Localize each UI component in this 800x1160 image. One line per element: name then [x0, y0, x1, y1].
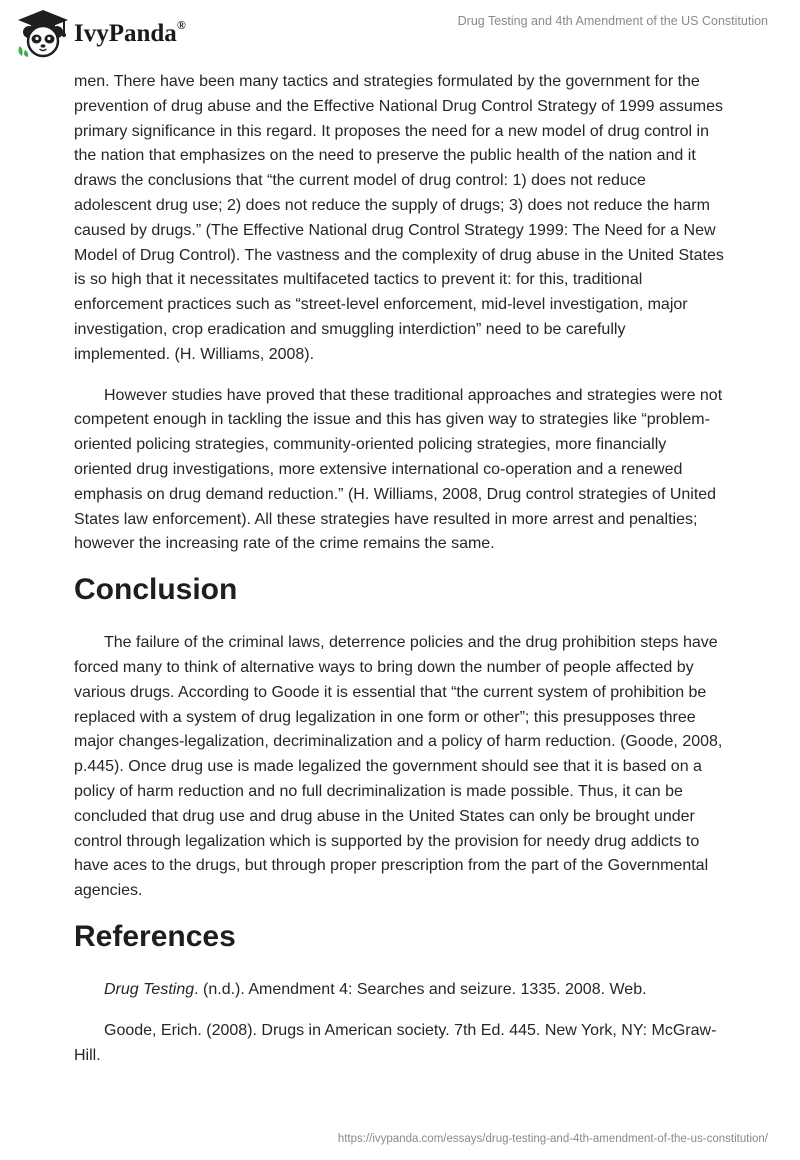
- ivypanda-logo[interactable]: [14, 8, 186, 58]
- essay-content: [74, 70, 724, 1084]
- registered-mark: ®: [176, 18, 186, 32]
- footer-url[interactable]: https://ivypanda.com/essays/drug-testing-and-4th-amendment-of-the-us-constitution/: [337, 1133, 768, 1145]
- conclusion-heading: Conclusion: [74, 573, 238, 607]
- panda-graduate-icon: [14, 8, 72, 58]
- paragraph-1: men. There have been many tactics and strategies formulated by the government for the prevention of drug abuse and the Effective National Drug Control Strategy of 1999 assumes primary significance in this regard. It proposes the need for a new model of drug control in the nation that emphasizes on the need to preserve the public health of the nation and it draws the conclusions that “the current model of drug control: 1) does not reduce adolescent drug use; 2) does not reduce the supply of drugs; 3) does not reduce the harm caused by drugs.” (The Effective National drug Control Strategy 1999: The Need for a New Model of Drug Control). The vastness and the complexity of drug abuse in the United States is so high that it necessitates multifaceted tactics to prevent it: for this, traditional enforcement practices such as “street-level enforcement, mid-level investigation, major investigation, crop eradication and smuggling interdiction” need to be carefully implemented. (H. Williams, 2008).: [74, 73, 724, 363]
- reference-1: [74, 978, 724, 1003]
- reference-2: Goode, Erich. (2008). Drugs in American society. 7th Ed. 445. New York, NY: McGraw-Hill.: [74, 1021, 717, 1064]
- document-title: Drug Testing and 4th Amendment of the US Constitution: [457, 14, 768, 28]
- page-header: [0, 0, 800, 64]
- paragraph-conclusion: The failure of the criminal laws, deterrence policies and the drug prohibition steps have forced many to think of alternative ways to bring down the number of people affected by various drugs. According to Goode it is essential that “the current system of prohibition be replaced with a system of drug legalization in one form or other”; this presupposes three major changes-legalization, decriminalization and a policy of harm reduction. (Goode, 2008, p.445). Once drug use is made legalized the government should see that it is based on a policy of harm reduction and no full decriminalization is made possible. Thus, it can be concluded that drug use and drug abuse in the United States can only be brought under control through legalization which is supported by the provision for needy drug addicts to have aces to the drugs, but through proper prescription from the part of the Governmental agencies.: [74, 634, 723, 900]
- reference-1-title: Drug Testing: [104, 980, 195, 998]
- references-heading: References: [74, 919, 236, 953]
- brand-name: IvyPanda®: [74, 18, 186, 47]
- reference-1-details: . (n.d.). Amendment 4: Searches and seizure. 1335. 2008. Web.: [194, 980, 647, 998]
- paragraph-2: However studies have proved that these traditional approaches and strategies were not competent enough in tackling the issue and this has given way to strategies like “problem-oriented policing strategies, community-oriented policing strategies, more financially oriented drug investigations, more extensive international co-operation and a renewed emphasis on drug demand reduction.” (H. Williams, 2008, Drug control strategies of United States law enforcement). All these strategies have resulted in more arrest and penalties; however the increasing rate of the crime remains the same.: [74, 386, 723, 553]
